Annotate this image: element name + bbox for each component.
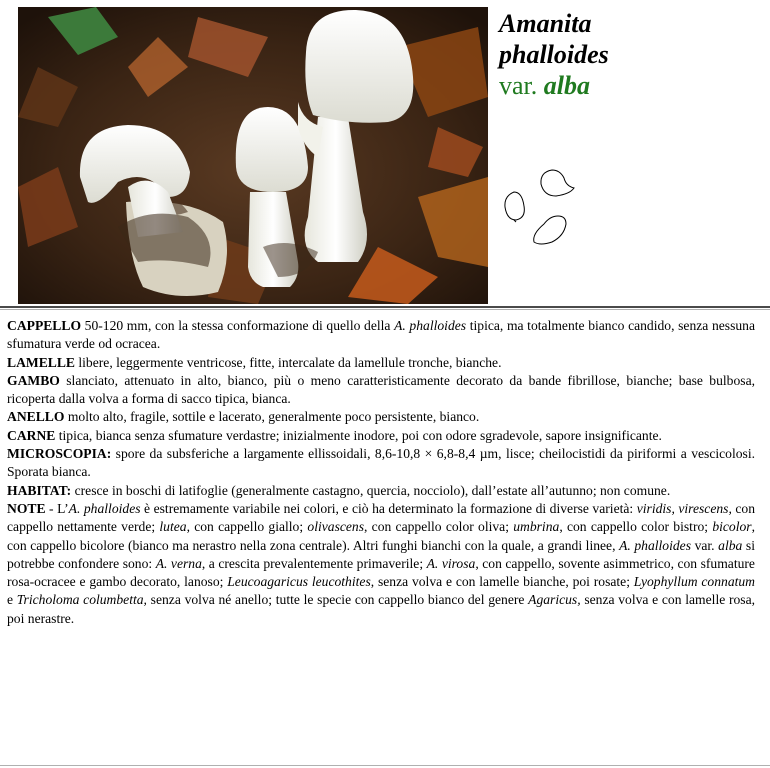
section-label: ANELLO: [7, 409, 65, 425]
section-text: tipica, bianca senza sfumature verdastre; inizialmente inodore, poi con odore sgradevole, sapore insignificante.: [55, 427, 662, 443]
section-text-italic: viridis, virescens,: [636, 500, 732, 516]
section-text: libere, leggermente ventricose, fitte, intercalate da lamellule tronche, bianche.: [74, 354, 502, 370]
section-text: è estremamente variabile nei colori, e ciò ha determinato la formazione di diverse varietà:: [140, 500, 637, 516]
section-text-italic: A. verna: [155, 555, 202, 571]
section-text: , senza volva e con lamelle bianche, poi rosate;: [370, 574, 634, 590]
section-text: slanciato, attenuato in alto, bianco, più o meno caratteristicamente decorato da bande fibrillose, bianche; base bulbosa, ricoperta dalla volva a forma di sacco tipica, bianca.: [7, 372, 755, 407]
section-text-italic: A. phalloides: [619, 537, 691, 553]
section-text: - L’: [45, 500, 69, 516]
section-text: tipica, ma totalmente bianco candido, senza nessuna sfumatura verde od ocracea.: [7, 318, 755, 352]
section-text-italic: A. phalloides: [68, 500, 141, 516]
variety-name: alba: [543, 71, 590, 100]
divider-line: [0, 306, 770, 308]
section-microscopia: [7, 445, 755, 482]
section-note: [7, 500, 755, 628]
variety-line: [499, 70, 609, 101]
section-label: HABITAT:: [7, 482, 72, 498]
section-text: 50-120 mm, con la stessa conformazione di quello della: [81, 318, 395, 333]
section-label: GAMBO: [7, 372, 60, 388]
bottom-divider-line: [0, 765, 770, 766]
section-text: , con cappello, sovente asimmetrico, con sfumature rosa-ocracee e gambo decorato, lanoso;: [7, 555, 755, 590]
section-text-italic: A. phalloides: [394, 318, 467, 333]
section-carne: [7, 427, 755, 445]
spore-drawings-svg: [500, 162, 580, 252]
section-text: , con cappello giallo;: [186, 519, 308, 535]
section-text-italic: alba: [718, 537, 743, 553]
section-text: spore da subsferiche a largamente ellissoidali, 8,6-10,8 × 6,8-8,4 µm, lisce; cheilocistidi da piriformi a vescicolosi. Sporata bianca.: [7, 446, 755, 480]
section-text-italic: Agaricus,: [528, 592, 581, 608]
section-label: LAMELLE: [7, 354, 75, 370]
section-text-italic: lutea: [159, 519, 187, 535]
section-text: , a crescita prevalentemente primaverile;: [201, 555, 427, 571]
spore-drawings: [500, 162, 580, 252]
section-text-italic: Leucoagaricus leucothites: [227, 574, 371, 590]
section-label: MICROSCOPIA:: [7, 446, 112, 462]
section-text-italic: bicolor: [712, 519, 752, 535]
section-text: , con cappello color bistro;: [559, 519, 713, 535]
description-body: [7, 317, 755, 628]
section-text: senza volva né anello; tutte le specie con cappello bianco del genere: [146, 592, 529, 608]
section-text: si potrebbe confondere sono:: [7, 537, 755, 571]
section-text: molto alto, fragile, sottile e lacerato, generalmente poco persistente, bianco.: [64, 409, 480, 425]
genus-name: Amanita: [499, 9, 592, 38]
section-label: CARNE: [7, 427, 56, 443]
section-text: e: [7, 592, 17, 608]
section-label: CAPPELLO: [7, 318, 82, 333]
section-text: con cappello nettamente verde;: [7, 500, 756, 535]
section-text-italic: Lyophyllum connatum: [633, 574, 756, 590]
section-text-italic: Tricholoma columbetta,: [16, 592, 147, 608]
section-text: senza volva e con lamelle rosa, poi nerastre.: [7, 592, 756, 626]
species-title: [499, 8, 609, 101]
section-label: NOTE: [7, 500, 46, 516]
section-text-italic: A. virosa: [426, 555, 476, 571]
variety-prefix: var.: [499, 71, 538, 100]
section-habitat: [7, 482, 755, 500]
section-text-italic: olivascens: [307, 519, 365, 535]
section-gambo: [7, 372, 755, 409]
section-text: cresce in boschi di latifoglie (generalmente castagno, quercia, nocciolo), dall’estate all’autunno; non comune.: [71, 482, 671, 498]
section-lamelle: [7, 354, 755, 372]
section-anello: [7, 408, 755, 426]
section-text: var.: [691, 537, 719, 553]
mushroom-photo: [18, 7, 488, 304]
section-cappello: [7, 317, 755, 354]
section-text-italic: umbrina: [513, 519, 560, 535]
section-text: , con cappello color oliva;: [364, 519, 514, 535]
mushroom-photo-illustration: [18, 7, 488, 304]
section-text: , con cappello bicolore (bianco ma nerastro nella zona centrale). Altri funghi bianchi con la quale, a grandi linee,: [7, 519, 755, 553]
species-name: phalloides: [499, 40, 609, 69]
divider-line-light: [0, 309, 770, 310]
